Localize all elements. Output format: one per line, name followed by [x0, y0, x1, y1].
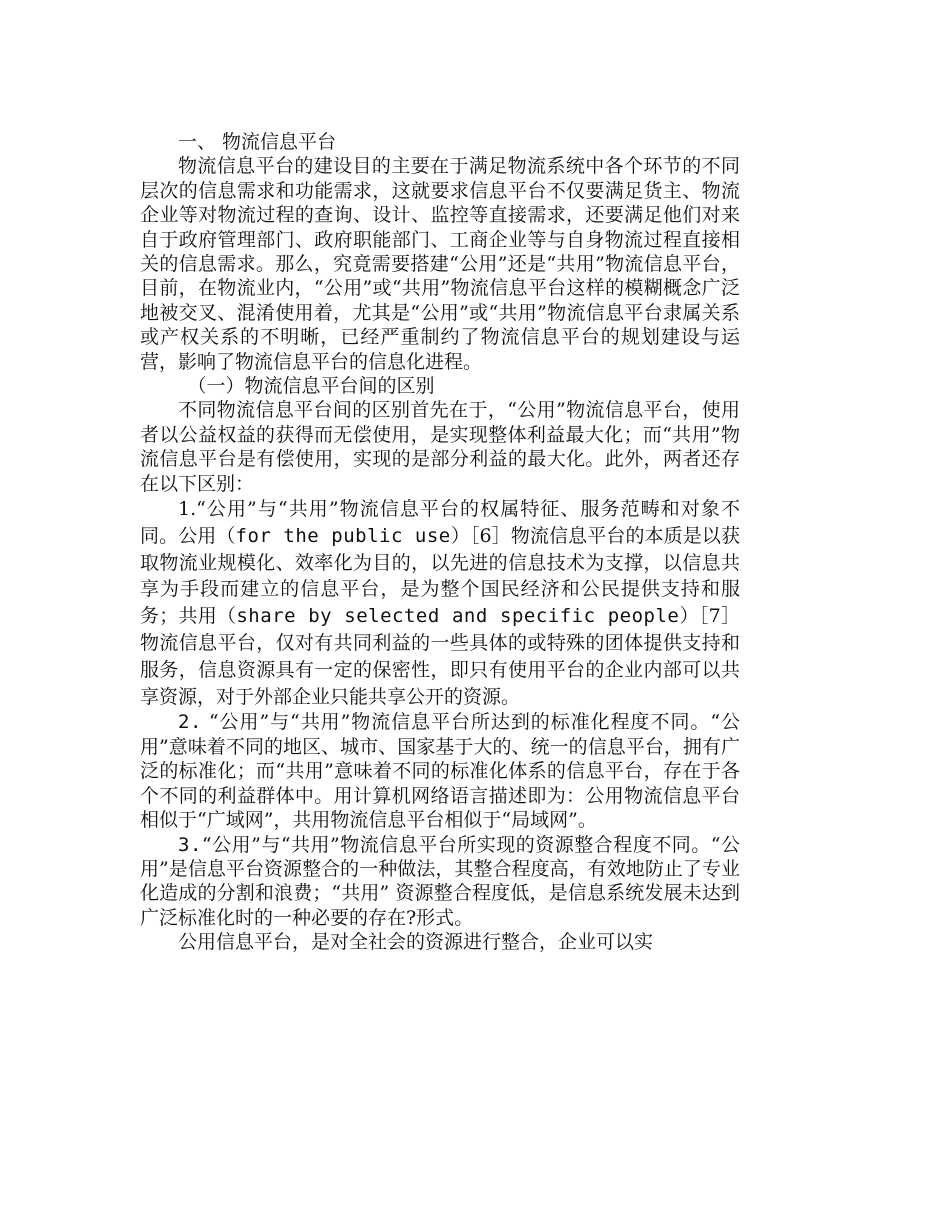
list-item-2-text: “公用”与“共用”物流信息平台所达到的标准化程度不同。“公用”意味着不同的地区、城市、国家基于大的、统一的信息平台，拥有广泛的标准化；而“共用”意味着不同的标准化体系的信息平台，存在于各个不同的利益群体中。用计算机网络语言描述即为：公用物流信息平台相似于“广域网”，共用物流信息平台相似于“局域网”。 — [140, 711, 740, 832]
list-item-3-number: 3. — [178, 833, 202, 856]
list-item-2-number: 2. — [178, 711, 202, 734]
list-item-1-middle: ）［6］物流信息平台的本质是以获取物流业规模化、效率化为目的，以先进的信息技术为支撑，以信息共享为手段而建立的信息平台，是为整个国民经济和公民提供支持和服务；共用（ — [140, 524, 740, 628]
list-item-1-english-1: for the public use — [235, 524, 451, 547]
list-item-3-text: “公用”与“共用”物流信息平台所实现的资源整合程度不同。“公用”是信息平台资源整合的一种做法，其整合程度高，有效地防止了专业化造成的分割和浪费；“共用” 资源整合程度低，是信息系统发展未达到广泛标准化时的一种必要的存在?形式。 — [140, 833, 740, 929]
list-item-1-lead: 1.“公用”与“共用”物流信息平台的权属特征、服务范畴和对象不同。公用（ — [140, 498, 740, 547]
document-page — [140, 130, 740, 955]
list-item-3 — [140, 833, 740, 931]
paragraph-public-platform: 公用信息平台，是对全社会的资源进行整合，企业可以实 — [178, 931, 654, 954]
list-item-1 — [140, 496, 740, 710]
section-heading: 一、 物流信息平台 — [178, 131, 337, 153]
subsection-heading: （一）物流信息平台间的区别 — [187, 375, 435, 398]
list-item-1-tail: ）［7］物流信息平台，仅对有共同利益的一些具体的或特殊的团体提供支持和服务，信息资源具有一定的保密性，即只有使用平台的企业内部可以共享资源，对于外部企业只能共享公开的资源。 — [140, 605, 740, 708]
paragraph-differences: 不同物流信息平台间的区别首先在于，“公用”物流信息平台，使用者以公益权益的获得而无偿使用，是实现整体利益最大化；而“共用”物流信息平台是有偿使用，实现的是部分利益的最大化。此外，两者还存在以下区别： — [140, 399, 740, 495]
paragraph-intro: 物流信息平台的建设目的主要在于满足物流系统中各个环节的不同层次的信息需求和功能需求，这就要求信息平台不仅要满足货主、物流企业等对物流过程的查询、设计、监控等直接需求，还要满足他们对来自于政府管理部门、政府职能部门、工商企业等与自身物流过程直接相关的信息需求。那么，究竟需要搭建“公用”还是“共用”物流信息平台，目前，在物流业内，“公用”或“共用”物流信息平台这样的模糊概念广泛地被交叉、混淆使用着，尤其是“公用”或“共用”物流信息平台隶属关系或产权关系的不明晰，已经严重制约了物流信息平台的规划建设与运营，影响了物流信息平台的信息化进程。 — [140, 155, 740, 373]
list-item-1-english-2: share by selected and specific people — [236, 605, 680, 628]
list-item-2 — [140, 710, 740, 832]
